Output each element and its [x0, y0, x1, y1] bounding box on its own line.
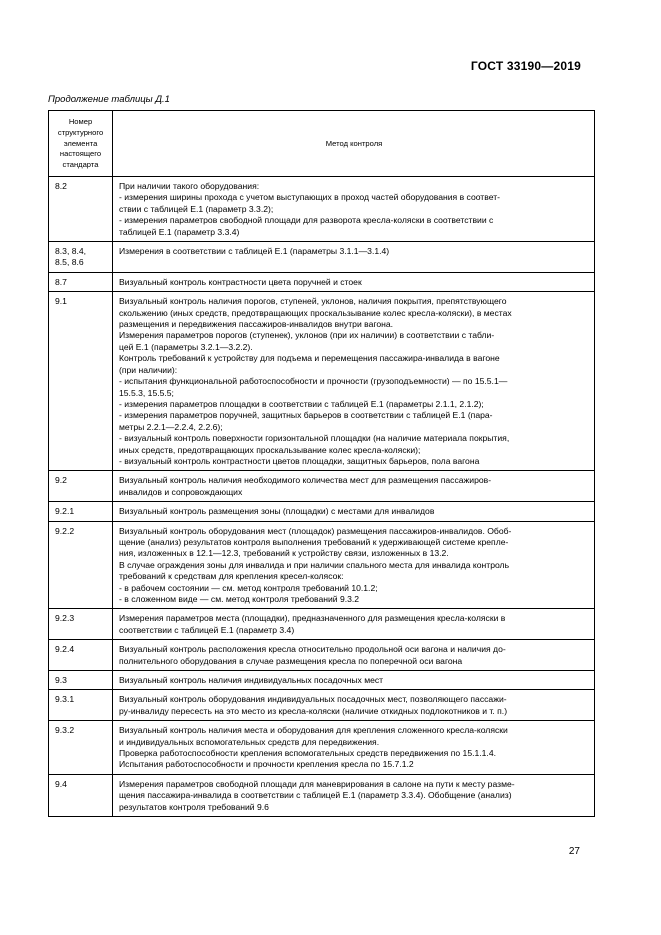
element-number-cell — [49, 521, 113, 609]
element-number: 9.3 — [55, 675, 67, 686]
control-method-line: ру-инвалиду пересесть на это место из кресла-коляски (наличие откидных подлокотников и т. п.) — [119, 705, 508, 716]
page-number: 27 — [568, 846, 580, 857]
table-row — [49, 292, 595, 471]
element-number: 8.2 — [55, 181, 67, 191]
table-row — [49, 690, 595, 721]
control-method-cell — [113, 690, 595, 721]
control-method-line: Испытания работоспособности и прочности крепления кресла по 15.7.1.2 — [119, 759, 414, 770]
control-method-cell — [113, 471, 595, 502]
element-number-cell — [49, 774, 113, 816]
control-method-line: инвалидов и сопровождающих — [119, 486, 243, 497]
control-method-line: Визуальный контроль размещения зоны (площадки) с местами для инвалидов — [119, 506, 435, 517]
control-method-line: Визуальный контроль оборудования мест (площадок) размещения пассажиров-инвалидов. Обоб- — [119, 525, 512, 536]
element-number: 9.2.1 — [55, 506, 75, 517]
column-header-line: настоящего — [59, 149, 102, 159]
control-method-line: Измерения в соответствии с таблицей Е.1 (параметры 3.1.1—3.1.4) — [119, 246, 390, 257]
column-header-line: структурного — [57, 127, 104, 137]
control-method-line: ния, изложенных в 12.1—12.3, требований к устройству связи, изложенных в 13.2. — [119, 548, 449, 559]
table-row — [49, 471, 595, 502]
element-number: 9.4 — [55, 778, 67, 789]
control-method-line: таблицей Е.1 (параметр 3.3.4) — [119, 226, 240, 237]
column-header-element-number — [49, 111, 113, 177]
table-row — [49, 242, 595, 273]
control-method-line: - измерения параметров площадки в соответствии с таблицей Е.1 (параметры 2.1.1, 2.1.2); — [119, 398, 484, 409]
control-method-line: (при наличии): — [119, 364, 178, 375]
control-method-line: Визуальный контроль расположения кресла относительно продольной оси вагона и наличия до- — [119, 644, 506, 655]
column-header-line: Номер — [68, 117, 93, 126]
control-method-line: - визуальный контроль контрастности цветов площадки, защитных барьеров, пола вагона — [119, 455, 480, 466]
control-method-line: Контроль требований к устройству для подъема и перемещения пассажира-инвалида в вагоне — [119, 353, 500, 364]
control-method-cell — [113, 272, 595, 291]
table-row — [49, 721, 595, 775]
table-row — [49, 502, 595, 521]
control-method-line: - измерения параметров свободной площади для разворота кресла-коляски в соответствии с — [119, 215, 494, 226]
element-number-cell — [49, 177, 113, 242]
control-method-line: Измерения параметров свободной площади для маневрирования в салоне на пути к месту разме- — [119, 778, 515, 789]
control-method-line: - в рабочем состоянии — см. метод контроля требований 10.1.2; — [119, 582, 378, 593]
element-number-cell — [49, 640, 113, 671]
control-method-cell — [113, 774, 595, 816]
control-method-line: В случае ограждения зоны для инвалида и при наличии спального места для инвалида контроль — [119, 559, 510, 570]
element-number-cell — [49, 721, 113, 775]
column-header-line: стандарта — [62, 160, 99, 170]
control-method-cell — [113, 640, 595, 671]
control-method-line: и индивидуальных вспомогательных средств для передвижения. — [119, 736, 380, 747]
standard-designation: ГОСТ 33190—2019 — [470, 59, 581, 73]
element-number-cell — [49, 471, 113, 502]
control-method-cell — [113, 521, 595, 609]
control-method-line: скольжению (иных средств, предотвращающих проскальзывание колес кресла-коляски), в местах — [119, 307, 512, 318]
control-method-line: - испытания функциональной работоспособности и прочности (грузоподъемности) — по 15.5.1— — [119, 376, 508, 387]
element-number-cell — [49, 690, 113, 721]
table-row — [49, 609, 595, 640]
control-method-line: ствии с таблицей Е.1 (параметр 3.3.2); — [119, 203, 274, 214]
control-method-line: - измерения параметров поручней, защитных барьеров в соответствии с таблицей Е.1 (пара- — [119, 410, 493, 421]
control-method-line: щения пассажира-инвалида в соответствии с таблицей Е.1 (параметр 3.3.4). Обобщение (анализ) — [119, 790, 512, 801]
control-method-line: соответствии с таблицей Е.1 (параметр 3.4) — [119, 624, 295, 635]
control-method-line: Визуальный контроль наличия места и оборудования для крепления сложенного кресла-коляски — [119, 725, 508, 736]
element-number-cell — [49, 609, 113, 640]
control-method-cell — [113, 721, 595, 775]
control-method-line: Визуальный контроль наличия индивидуальных посадочных мест — [119, 675, 384, 686]
column-header-control-method: Метод контроля — [113, 111, 595, 177]
table-row — [49, 774, 595, 816]
control-method-line: Визуальный контроль оборудования индивидуальных посадочных мест, позволяющего пассажи- — [119, 694, 507, 705]
table-caption: Продолжение таблицы Д.1 — [48, 94, 170, 105]
table-row — [49, 272, 595, 291]
control-method-line: - визуальный контроль поверхности горизонтальной площадки (на наличие материала покрытия, — [119, 433, 510, 444]
column-header-line: элемента — [63, 138, 98, 148]
element-number: 8.5, 8.6 — [55, 257, 84, 268]
element-number: 8.3, 8.4, — [55, 246, 87, 257]
control-method-line: При наличии такого оборудования: — [119, 181, 260, 191]
control-method-line: - измерения ширины прохода с учетом выступающих в проход частей оборудования в соответ- — [119, 192, 501, 203]
control-method-line: Измерения параметров места (площадки), предназначенного для размещения кресла-коляски в — [119, 613, 506, 624]
control-method-cell — [113, 177, 595, 242]
table-row — [49, 640, 595, 671]
element-number: 9.3.2 — [55, 725, 75, 736]
control-method-line: иных средств, предотвращающих проскальзывание колес кресла-коляски); — [119, 444, 421, 455]
element-number: 9.2.4 — [55, 644, 75, 655]
control-method-line: Визуальный контроль наличия необходимого количества мест для размещения пассажиров- — [119, 475, 492, 486]
element-number: 9.2.3 — [55, 613, 75, 624]
control-method-cell — [113, 671, 595, 690]
control-method-line: полнительного оборудования в случае размещения кресла по поперечной оси вагона — [119, 655, 463, 666]
element-number-cell — [49, 671, 113, 690]
element-number: 9.1 — [55, 296, 67, 307]
table-row — [49, 521, 595, 609]
control-method-line: Проверка работоспособности крепления вспомогательных средств передвижения по 15.1.1.4. — [119, 748, 496, 759]
control-method-line: Измерения параметров порогов (ступенек), уклонов (при их наличии) в соответствии с табли- — [119, 330, 495, 341]
table-header-row — [49, 111, 595, 177]
element-number: 8.7 — [55, 276, 67, 287]
element-number-cell — [49, 242, 113, 273]
element-number-cell — [49, 292, 113, 471]
control-method-line: щение (анализ) результатов контроля выполнения требований к удерживающей системе крепле- — [119, 536, 509, 547]
element-number: 9.2 — [55, 475, 67, 486]
control-method-line: цей Е.1 (параметры 3.2.1—3.2.2). — [119, 341, 253, 352]
control-method-line: 15.5.3, 15.5.5; — [119, 387, 174, 398]
element-number-cell — [49, 502, 113, 521]
element-number: 9.2.2 — [55, 525, 75, 536]
table-row — [49, 177, 595, 242]
table-row — [49, 671, 595, 690]
control-method-line: требований к средствам для крепления кресел-колясок: — [119, 571, 344, 582]
element-number: 9.3.1 — [55, 694, 75, 705]
control-method-line: метры 2.2.1—2.2.4, 2.2.6); — [119, 421, 223, 432]
control-method-line: Визуальный контроль контрастности цвета поручней и стоек — [119, 276, 362, 287]
control-method-cell — [113, 242, 595, 273]
control-method-line: - в сложенном виде — см. метод контроля требований 9.3.2 — [119, 594, 360, 604]
control-methods-table — [48, 110, 595, 817]
control-method-line: Визуальный контроль наличия порогов, ступеней, уклонов, наличия покрытия, препятствующего — [119, 296, 507, 307]
element-number-cell — [49, 272, 113, 291]
control-method-cell — [113, 292, 595, 471]
control-method-line: размещения и передвижения пассажиров-инвалидов внутри вагона. — [119, 319, 394, 330]
control-method-cell — [113, 609, 595, 640]
control-method-line: результатов контроля требований 9.6 — [119, 801, 269, 812]
control-method-cell — [113, 502, 595, 521]
